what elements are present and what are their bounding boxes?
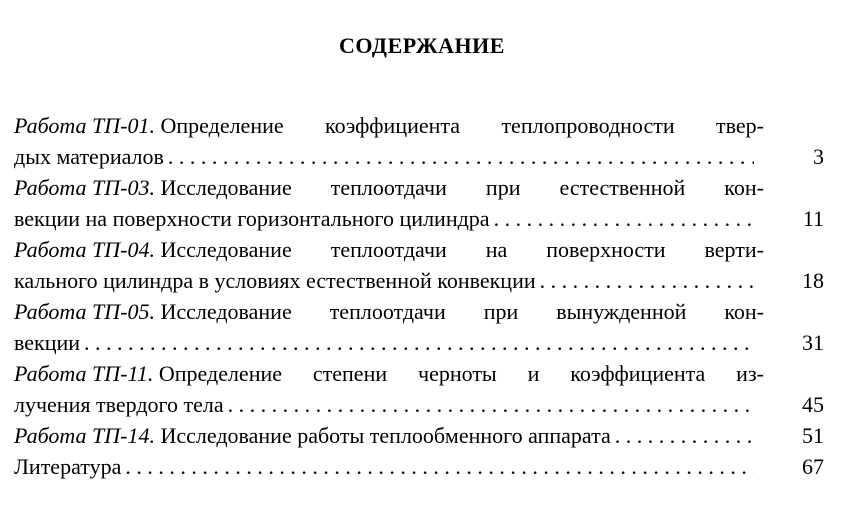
toc-entry-first-line [14, 172, 764, 203]
entry-word: Исследование [160, 299, 292, 324]
entry-word: Исследование [160, 175, 292, 200]
dot-leader [615, 420, 754, 451]
entry-word: и [527, 361, 540, 386]
entry-word: естественной [559, 175, 686, 200]
entry-text-continuation: векции на поверхности горизонтального цилиндра [14, 206, 490, 231]
toc-entry-single-line [14, 420, 824, 451]
page-number: 45 [802, 392, 824, 417]
toc-entry-literature[interactable] [14, 451, 824, 482]
entry-word: кон- [724, 175, 764, 200]
dot-leader [228, 389, 754, 420]
entry-word: при [485, 175, 521, 200]
entry-word: Определение [158, 361, 283, 386]
entry-word: Исследование [160, 237, 292, 262]
toc-entry-tp03[interactable] [14, 172, 824, 234]
entry-word: степени [312, 361, 388, 386]
page-number: 31 [802, 330, 824, 355]
page-number: 3 [813, 144, 824, 169]
entry-word: поверхности [546, 237, 666, 262]
toc-entry-last-line [14, 327, 824, 358]
work-label: Работа ТП-01. [14, 113, 155, 138]
work-label: Работа ТП-04. [14, 237, 155, 262]
entry-word: теплопроводности [501, 113, 675, 138]
entry-word: твер- [716, 113, 764, 138]
work-label: Работа ТП-03. [14, 175, 155, 200]
toc-entry-first-line [14, 110, 764, 141]
entry-word: теплоотдачи [330, 175, 447, 200]
dot-leader [168, 141, 754, 172]
entry-text-continuation: лучения твердого тела [14, 392, 224, 417]
dot-leader [494, 203, 754, 234]
work-label: Работа ТП-14. [14, 423, 155, 448]
toc-entry-last-line [14, 203, 824, 234]
work-label: Работа ТП-05. [14, 299, 155, 324]
toc-entry-last-line [14, 389, 824, 420]
toc-entry-single-line [14, 451, 824, 482]
entry-word: из- [736, 361, 764, 386]
entry-text: Исследование работы теплообменного аппарата [160, 423, 611, 448]
toc-entry-last-line [14, 141, 824, 172]
toc-entry-tp05[interactable] [14, 296, 824, 358]
entry-text-continuation: векции [14, 330, 81, 355]
entry-word: черноты [418, 361, 497, 386]
toc-entry-tp04[interactable] [14, 234, 824, 296]
dot-leader [84, 327, 754, 358]
entry-word: при [483, 299, 519, 324]
dot-leader [125, 451, 754, 482]
entry-word: теплоотдачи [330, 237, 447, 262]
entry-word: кон- [724, 299, 764, 324]
page-number: 67 [802, 454, 824, 479]
dot-leader [540, 265, 754, 296]
page-number: 18 [802, 268, 824, 293]
entry-word: теплоотдачи [329, 299, 446, 324]
entry-word: Определение [160, 113, 284, 138]
toc-entry-first-line [14, 234, 764, 265]
work-label: Работа ТП-11. [14, 361, 154, 386]
page-number: 51 [802, 423, 824, 448]
entry-word: верти- [704, 237, 764, 262]
entry-word: коэффициента [325, 113, 461, 138]
page-title: СОДЕРЖАНИЕ [339, 33, 505, 58]
page-number: 11 [802, 206, 824, 231]
entry-word: на [485, 237, 508, 262]
toc-entry-tp01[interactable] [14, 110, 824, 172]
toc-entry-tp11[interactable] [14, 358, 824, 420]
entry-word: вынужденной [556, 299, 687, 324]
entry-text-continuation: дых материалов [14, 144, 164, 169]
entry-text-continuation: кального цилиндра в условиях естественной конвекции [14, 268, 536, 293]
entry-word: коэффициента [570, 361, 706, 386]
toc-entry-last-line [14, 265, 824, 296]
toc-entry-first-line [14, 358, 764, 389]
toc-entry-tp14[interactable] [14, 420, 824, 451]
table-of-contents [14, 110, 824, 482]
toc-entry-first-line [14, 296, 764, 327]
literature-label: Литература [14, 454, 122, 479]
